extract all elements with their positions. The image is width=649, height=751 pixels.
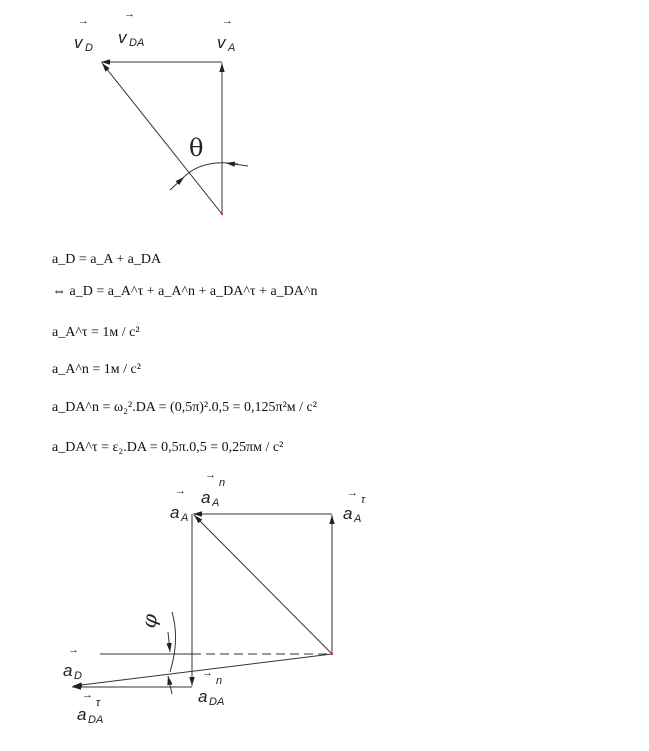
theta-label: θ (189, 134, 204, 162)
vA-letter: v (217, 33, 226, 52)
label-aD (63, 644, 82, 682)
vDA-subscript: DA (129, 37, 145, 49)
aDAt-arrow-mark: → (82, 689, 93, 701)
aDAt-letter: a (77, 705, 87, 724)
aDAn-letter: a (198, 687, 208, 706)
label-aAt (343, 487, 366, 525)
vD-arrow-mark: → (78, 15, 89, 27)
aAt-superscript: τ (361, 494, 366, 506)
label-aA (170, 485, 188, 524)
aD-arrow-mark: → (68, 644, 79, 656)
label-vA (217, 15, 235, 54)
aAn-letter: a (201, 488, 211, 507)
equation-5: a_DA^n = ω₂².DA = (0,5π)².0,5 = 0,125π²м / c² (52, 400, 317, 415)
vA-arrow-mark: → (222, 15, 233, 27)
aD-subscript: D (74, 670, 82, 682)
label-vD (74, 15, 93, 54)
equation-3: a_A^τ = 1м / c² (52, 325, 140, 340)
acceleration-diagram (63, 469, 366, 726)
phi-arrow-bottom (168, 676, 172, 694)
aDAn-superscript: n (216, 675, 223, 687)
acc-pole-point (331, 653, 333, 655)
aA-letter: a (170, 503, 180, 522)
aD-letter: a (63, 661, 73, 680)
aAn-superscript: n (219, 477, 226, 489)
velocity-diagram (74, 8, 248, 215)
vD-letter: v (74, 33, 83, 52)
equation-6: a_DA^τ = ε₂.DA = 0,5π.0,5 = 0,25πм / c² (52, 440, 284, 455)
aDAt-subscript: DA (88, 714, 104, 726)
aAt-arrow-mark: → (347, 487, 358, 499)
phi-arrow-top (168, 632, 170, 652)
theta-arrow-left (170, 177, 184, 190)
label-aAn (201, 469, 225, 509)
vDA-arrow-mark: → (124, 8, 135, 20)
vD-subscript: D (85, 42, 93, 54)
vA-subscript: A (228, 42, 236, 54)
aAn-arrow-mark: → (205, 469, 216, 481)
aDAn-arrow-mark: → (202, 667, 213, 679)
equation-4: a_A^n = 1м / c² (52, 362, 141, 377)
phi-arc (170, 612, 176, 672)
label-aDAn (198, 667, 224, 708)
aA-arrow-mark: → (175, 485, 186, 497)
theta-arc (181, 163, 238, 180)
aAn-subscript: A (212, 497, 220, 509)
aDAn-subscript: DA (209, 696, 225, 708)
phi-label: φ (136, 611, 163, 630)
vD-vector (102, 63, 222, 214)
aA-subscript: A (181, 512, 189, 524)
aAt-letter: a (343, 504, 353, 523)
aAt-subscript: A (354, 513, 362, 525)
label-aDAt (77, 689, 103, 726)
equation-1: a_D = a_A + a_DA (52, 252, 162, 267)
vDA-letter: v (118, 28, 127, 47)
pole-point (221, 213, 223, 215)
label-vDA (118, 8, 144, 49)
equation-2: ⇔ a_D = a_A^τ + a_A^n + a_DA^τ + a_DA^n (52, 284, 318, 299)
aDAt-superscript: τ (96, 697, 101, 709)
aA-vector (194, 515, 332, 654)
